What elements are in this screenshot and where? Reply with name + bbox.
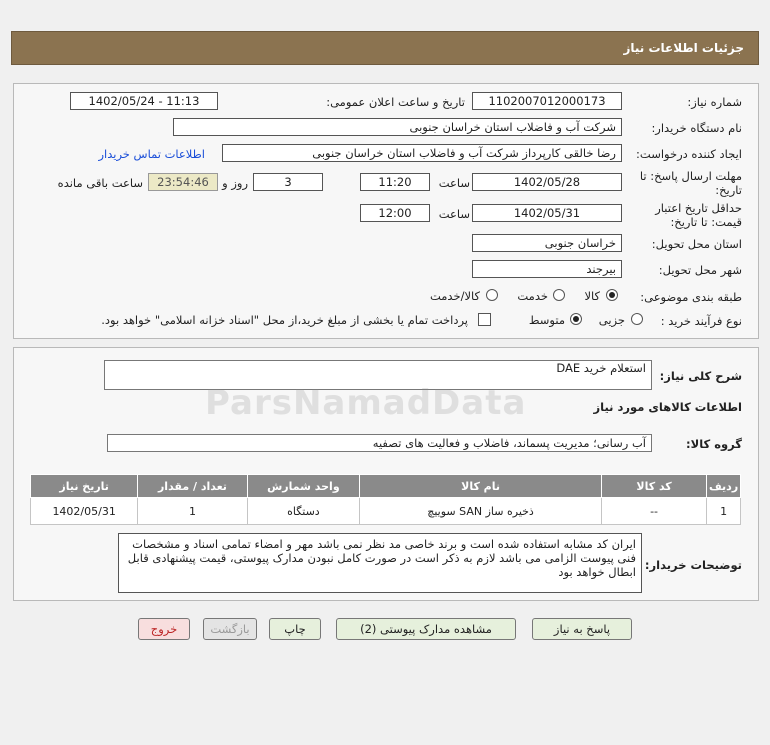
deadline-label-1: مهلت ارسال پاسخ: تا (639, 169, 742, 183)
validity-time-label: ساعت (438, 207, 470, 221)
remaining-label: ساعت باقی مانده (57, 176, 143, 190)
goods-table (30, 474, 741, 525)
process-minor-radio[interactable] (631, 313, 643, 325)
cell-need-date: 1402/05/31 (31, 498, 138, 525)
treasury-payment-checkbox[interactable] (478, 313, 491, 326)
validity-label-1: حداقل تاریخ اعتبار (655, 201, 742, 215)
process-minor-label: جزیی (598, 313, 625, 327)
validity-label-2: قیمت: تا تاریخ: (670, 215, 742, 229)
remaining-timer: 23:54:46 (148, 173, 218, 191)
back-button[interactable]: بازگشت (203, 618, 257, 640)
cell-goods-name: ذخیره ساز SAN سوییچ (360, 498, 602, 525)
province-field: خراسان جنوبی (472, 234, 622, 252)
category-goods-radio[interactable] (606, 289, 618, 301)
contact-buyer-link[interactable]: اطلاعات تماس خریدار (98, 147, 205, 161)
need-number-label: شماره نیاز: (687, 95, 742, 109)
buyer-org-label: نام دستگاه خریدار: (651, 121, 742, 135)
buyer-notes-field: ایران کد مشابه استفاده شده است و برند خاصی مد نظر نمی باشد مهر و امضاء تمامی اسناد و مشخصات فنی پیوست الزامی می باشد لازم به ذکر است در صورت کامل نبودن مدارک پیوستی، قیمت پیشنهادی قابل ابطال خواهد بود (118, 533, 642, 593)
treasury-payment-note: پرداخت تمام یا بخشی از مبلغ خرید،از محل "اسناد خزانه اسلامی" خواهد بود. (101, 313, 468, 327)
days-field: 3 (253, 173, 323, 191)
validity-time-field: 12:00 (360, 204, 430, 222)
need-number-field: 1102007012000173 (472, 92, 622, 110)
city-label: شهر محل تحویل: (658, 263, 742, 277)
col-need-date: تاریخ نیاز (31, 475, 138, 498)
col-row-number: ردیف (707, 475, 741, 498)
cell-goods-code: -- (601, 498, 706, 525)
category-goods-label: کالا (584, 289, 600, 303)
announce-label: تاریخ و ساعت اعلان عمومی: (326, 95, 465, 109)
validity-date-field: 1402/05/31 (472, 204, 622, 222)
deadline-time-field: 11:20 (360, 173, 430, 191)
requester-field: رضا خالقی کارپرداز شرکت آب و فاضلاب استان خراسان جنوبی (222, 144, 622, 162)
cell-row-number: 1 (707, 498, 741, 525)
reply-button[interactable]: پاسخ به نیاز (532, 618, 632, 640)
process-medium-radio[interactable] (570, 313, 582, 325)
buyer-org-field: شرکت آب و فاضلاب استان خراسان جنوبی (173, 118, 622, 136)
goods-info-heading: اطلاعات کالاهای مورد نیاز (593, 400, 742, 414)
col-quantity: تعداد / مقدار (138, 475, 247, 498)
process-label: نوع فرآیند خرید : (660, 314, 742, 328)
cell-unit: دستگاه (247, 498, 360, 525)
deadline-time-label: ساعت (438, 176, 470, 190)
process-medium-label: متوسط (528, 313, 565, 327)
goods-group-field: آب رسانی؛ مدیریت پسماند، فاضلاب و فعالیت های تصفیه (107, 434, 652, 452)
announce-field: 1402/05/24 - 11:13 (70, 92, 218, 110)
page-title: جزئیات اطلاعات نیاز (623, 41, 744, 55)
page-header (11, 31, 759, 65)
goods-group-label: گروه کالا: (686, 437, 742, 451)
print-button[interactable]: چاپ (269, 618, 321, 640)
watermark-brand: ParsNamadData (205, 383, 527, 423)
category-goods-service-label: کالا/خدمت (429, 289, 480, 303)
requester-label: ایجاد کننده درخواست: (636, 147, 742, 161)
col-goods-code: کد کالا (601, 475, 706, 498)
deadline-label-2: تاریخ: (715, 183, 742, 197)
category-service-label: خدمت (517, 289, 548, 303)
category-service-radio[interactable] (553, 289, 565, 301)
city-field: بیرجند (472, 260, 622, 278)
buyer-notes-label: توضیحات خریدار: (644, 558, 742, 572)
province-label: استان محل تحویل: (651, 237, 742, 251)
need-description-field: استعلام خرید DAE (104, 360, 652, 390)
category-label: طبقه بندی موضوعی: (640, 290, 742, 304)
table-row[interactable] (31, 498, 741, 525)
table-header-row (31, 475, 741, 498)
cell-quantity: 1 (138, 498, 247, 525)
days-label: روز و (222, 176, 248, 190)
col-goods-name: نام کالا (360, 475, 602, 498)
deadline-date-field: 1402/05/28 (472, 173, 622, 191)
category-goods-service-radio[interactable] (486, 289, 498, 301)
need-description-label: شرح کلی نیاز: (659, 369, 742, 383)
exit-button[interactable]: خروج (138, 618, 190, 640)
col-unit: واحد شمارش (247, 475, 360, 498)
view-attachments-button[interactable]: مشاهده مدارک پیوستی (2) (336, 618, 516, 640)
